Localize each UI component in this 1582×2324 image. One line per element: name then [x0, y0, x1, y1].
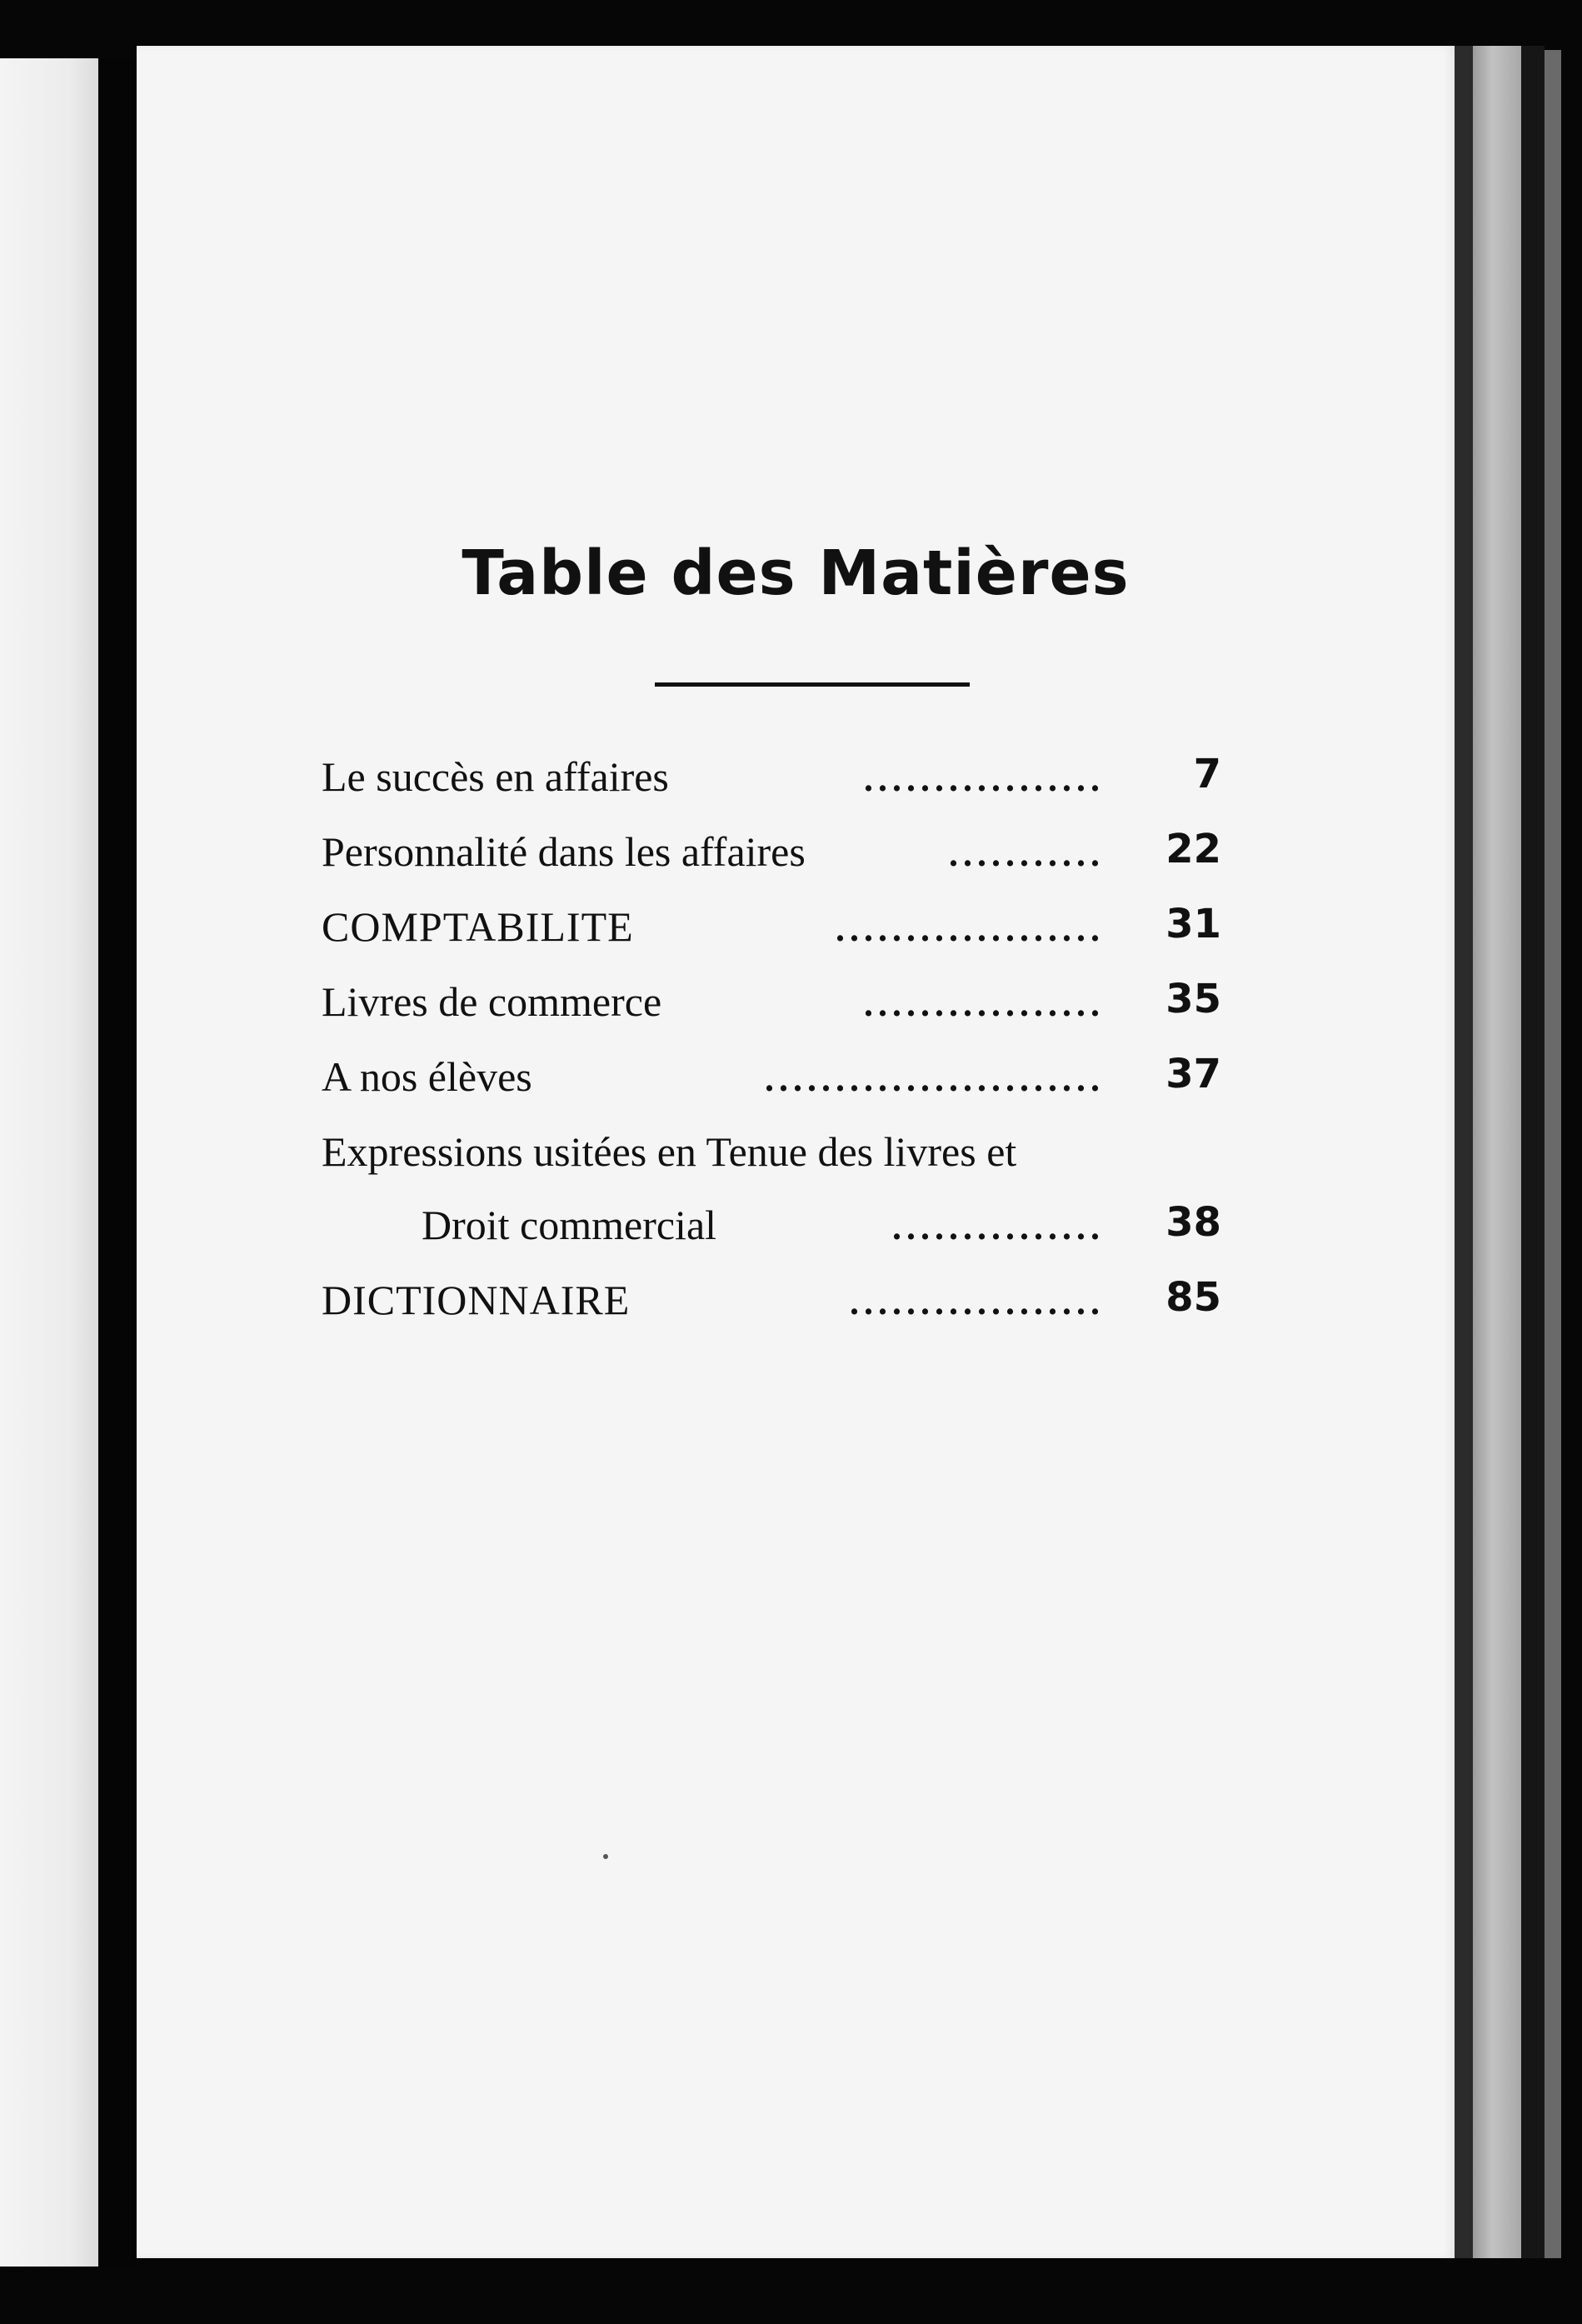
toc-entry	[322, 827, 1221, 902]
toc-leader-dots: .................	[864, 983, 1105, 1024]
toc-entry-continuation: Droit commercial	[422, 1202, 717, 1248]
title-rule	[655, 682, 970, 687]
toc-entry	[322, 752, 1221, 827]
toc-entry-label: DICTIONNAIRE	[322, 1277, 631, 1323]
toc-entry-label: Le succès en affaires	[322, 753, 669, 800]
toc-page-number: 31	[1165, 901, 1221, 947]
toc-entry-label: Personnalité dans les affaires	[322, 828, 806, 875]
toc-entry-label: COMPTABILITE	[322, 903, 634, 950]
toc-page-number: 85	[1165, 1274, 1221, 1321]
binding-edge-dark	[1521, 46, 1545, 2258]
toc-entry	[322, 1052, 1221, 1127]
scan-speck	[603, 1854, 608, 1859]
gutter	[98, 58, 137, 2267]
page-edge-shadow	[1455, 46, 1473, 2258]
binding-edge	[1473, 46, 1521, 2258]
toc-page-number: 22	[1165, 826, 1221, 872]
toc-entry	[322, 1127, 1221, 1276]
toc-entry-label: A nos élèves	[322, 1053, 532, 1100]
toc-leader-dots: ...............	[892, 1207, 1105, 1247]
toc-page-number: 35	[1165, 976, 1221, 1022]
page-title: Table des Matières	[462, 537, 1130, 609]
toc-entry-label: Expressions usitées en Tenue des livres et	[322, 1128, 1017, 1175]
toc-leader-dots: ..................	[850, 1282, 1105, 1322]
toc-leader-dots: ........................	[765, 1058, 1105, 1099]
page	[137, 46, 1455, 2258]
binding-edge-outer	[1545, 50, 1561, 2258]
toc-entry	[322, 1276, 1221, 1351]
toc-leader-dots: .................	[864, 758, 1105, 799]
toc-leader-dots: ...........	[949, 833, 1105, 874]
toc-leader-dots: ...................	[836, 908, 1105, 949]
left-page-edge	[0, 58, 98, 2267]
toc-page-number: 37	[1165, 1051, 1221, 1097]
toc-entry	[322, 977, 1221, 1052]
toc-page-number: 7	[1193, 751, 1221, 797]
toc-entry-label: Livres de commerce	[322, 978, 662, 1025]
toc-entry	[322, 902, 1221, 977]
table-of-contents	[322, 752, 1221, 1351]
toc-page-number: 38	[1165, 1199, 1221, 1246]
